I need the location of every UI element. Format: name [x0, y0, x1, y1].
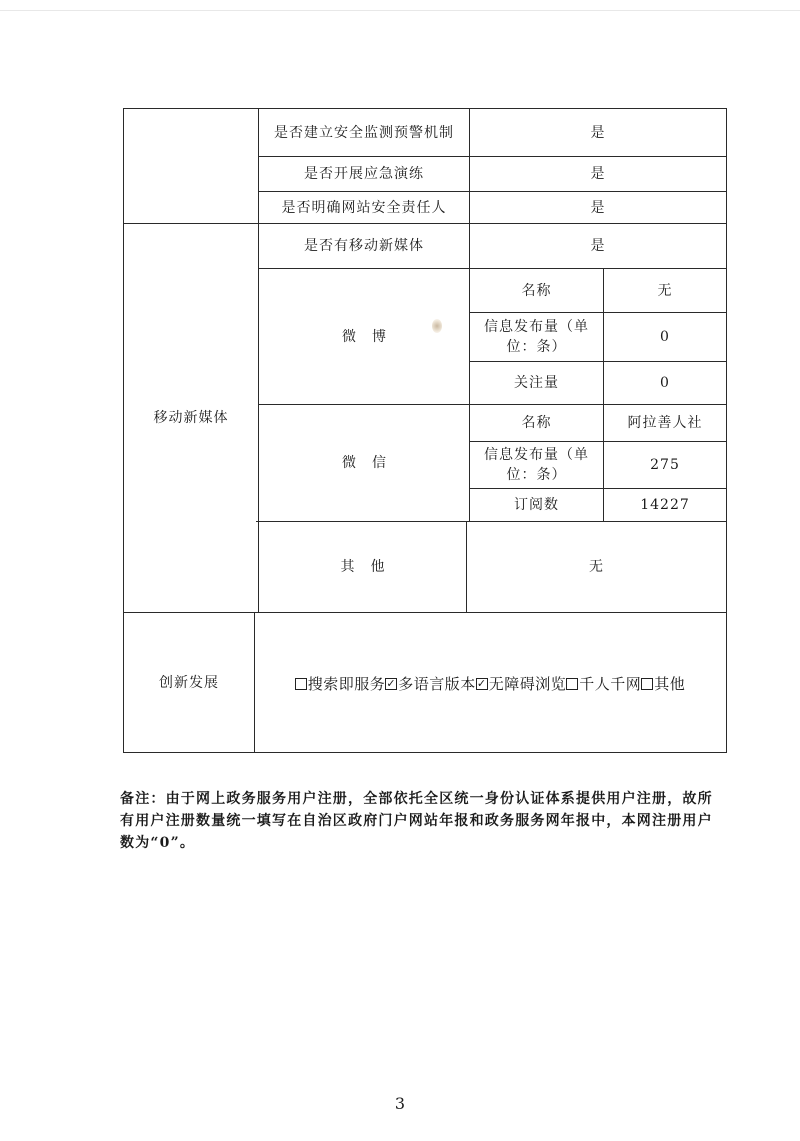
- weibo-followers-label: 关注量: [514, 375, 559, 391]
- wechat-subscribers-value: 14227: [640, 497, 690, 513]
- checkbox-personalization[interactable]: [566, 678, 578, 690]
- weibo-posts-value: 0: [660, 329, 670, 345]
- wechat-subscribers-label: 订阅数: [514, 497, 559, 513]
- page-number: 3: [394, 1094, 406, 1113]
- scan-smudge: [432, 319, 442, 333]
- innovation-section-label: 创新发展: [159, 674, 219, 691]
- wechat-posts-label: 信息发布量（单位：条）: [484, 447, 589, 483]
- scan-edge-line: [0, 10, 800, 11]
- has-mobile-media-question: 是否有移动新媒体: [304, 238, 424, 254]
- wechat-label: 微信: [342, 455, 402, 471]
- checkbox-multilingual[interactable]: ✓: [386, 677, 397, 690]
- wechat-posts-value: 275: [650, 457, 680, 473]
- mobile-media-section-label: 移动新媒体: [153, 410, 229, 426]
- weibo-name-value: 无: [657, 282, 673, 299]
- innovation-options: [254, 614, 726, 752]
- emergency-drill-answer: 是: [590, 166, 606, 182]
- weibo-name-label: 名称: [521, 282, 552, 299]
- remark-note: 备注：由于网上政务服务用户注册，全部依托全区统一身份认证体系提供用户注册，故所有用户注册数量统一填写在自治区政府门户网站年报和政务服务网年报中，本网注册用户数为“0”。: [120, 791, 713, 851]
- option-multilingual: 多语言版本: [398, 674, 476, 693]
- security-owner-question: 是否明确网站安全责任人: [281, 199, 447, 216]
- checkbox-other[interactable]: [641, 678, 653, 690]
- security-monitoring-answer: 是: [590, 124, 606, 141]
- weibo-posts-label: 信息发布量（单位：条）: [484, 319, 589, 355]
- other-media-label: 其他: [340, 559, 401, 575]
- option-personalization: 千人千网: [579, 674, 642, 693]
- weibo-label: 微博: [342, 328, 402, 345]
- option-accessibility: 无障碍浏览: [488, 674, 567, 693]
- wechat-name-value: 阿拉善人社: [627, 415, 703, 431]
- has-mobile-media-answer: 是: [590, 238, 606, 254]
- option-other: 其他: [654, 674, 686, 693]
- checkbox-search-service[interactable]: [295, 678, 307, 690]
- other-media-value: 无: [589, 559, 604, 575]
- checkbox-accessibility[interactable]: ✓: [476, 677, 487, 690]
- option-search-service: 搜索即服务: [307, 674, 386, 693]
- weibo-followers-value: 0: [660, 375, 670, 391]
- security-monitoring-question: 是否建立安全监测预警机制: [274, 124, 454, 141]
- wechat-name-label: 名称: [521, 415, 552, 431]
- security-owner-answer: 是: [590, 199, 606, 216]
- emergency-drill-question: 是否开展应急演练: [304, 166, 424, 182]
